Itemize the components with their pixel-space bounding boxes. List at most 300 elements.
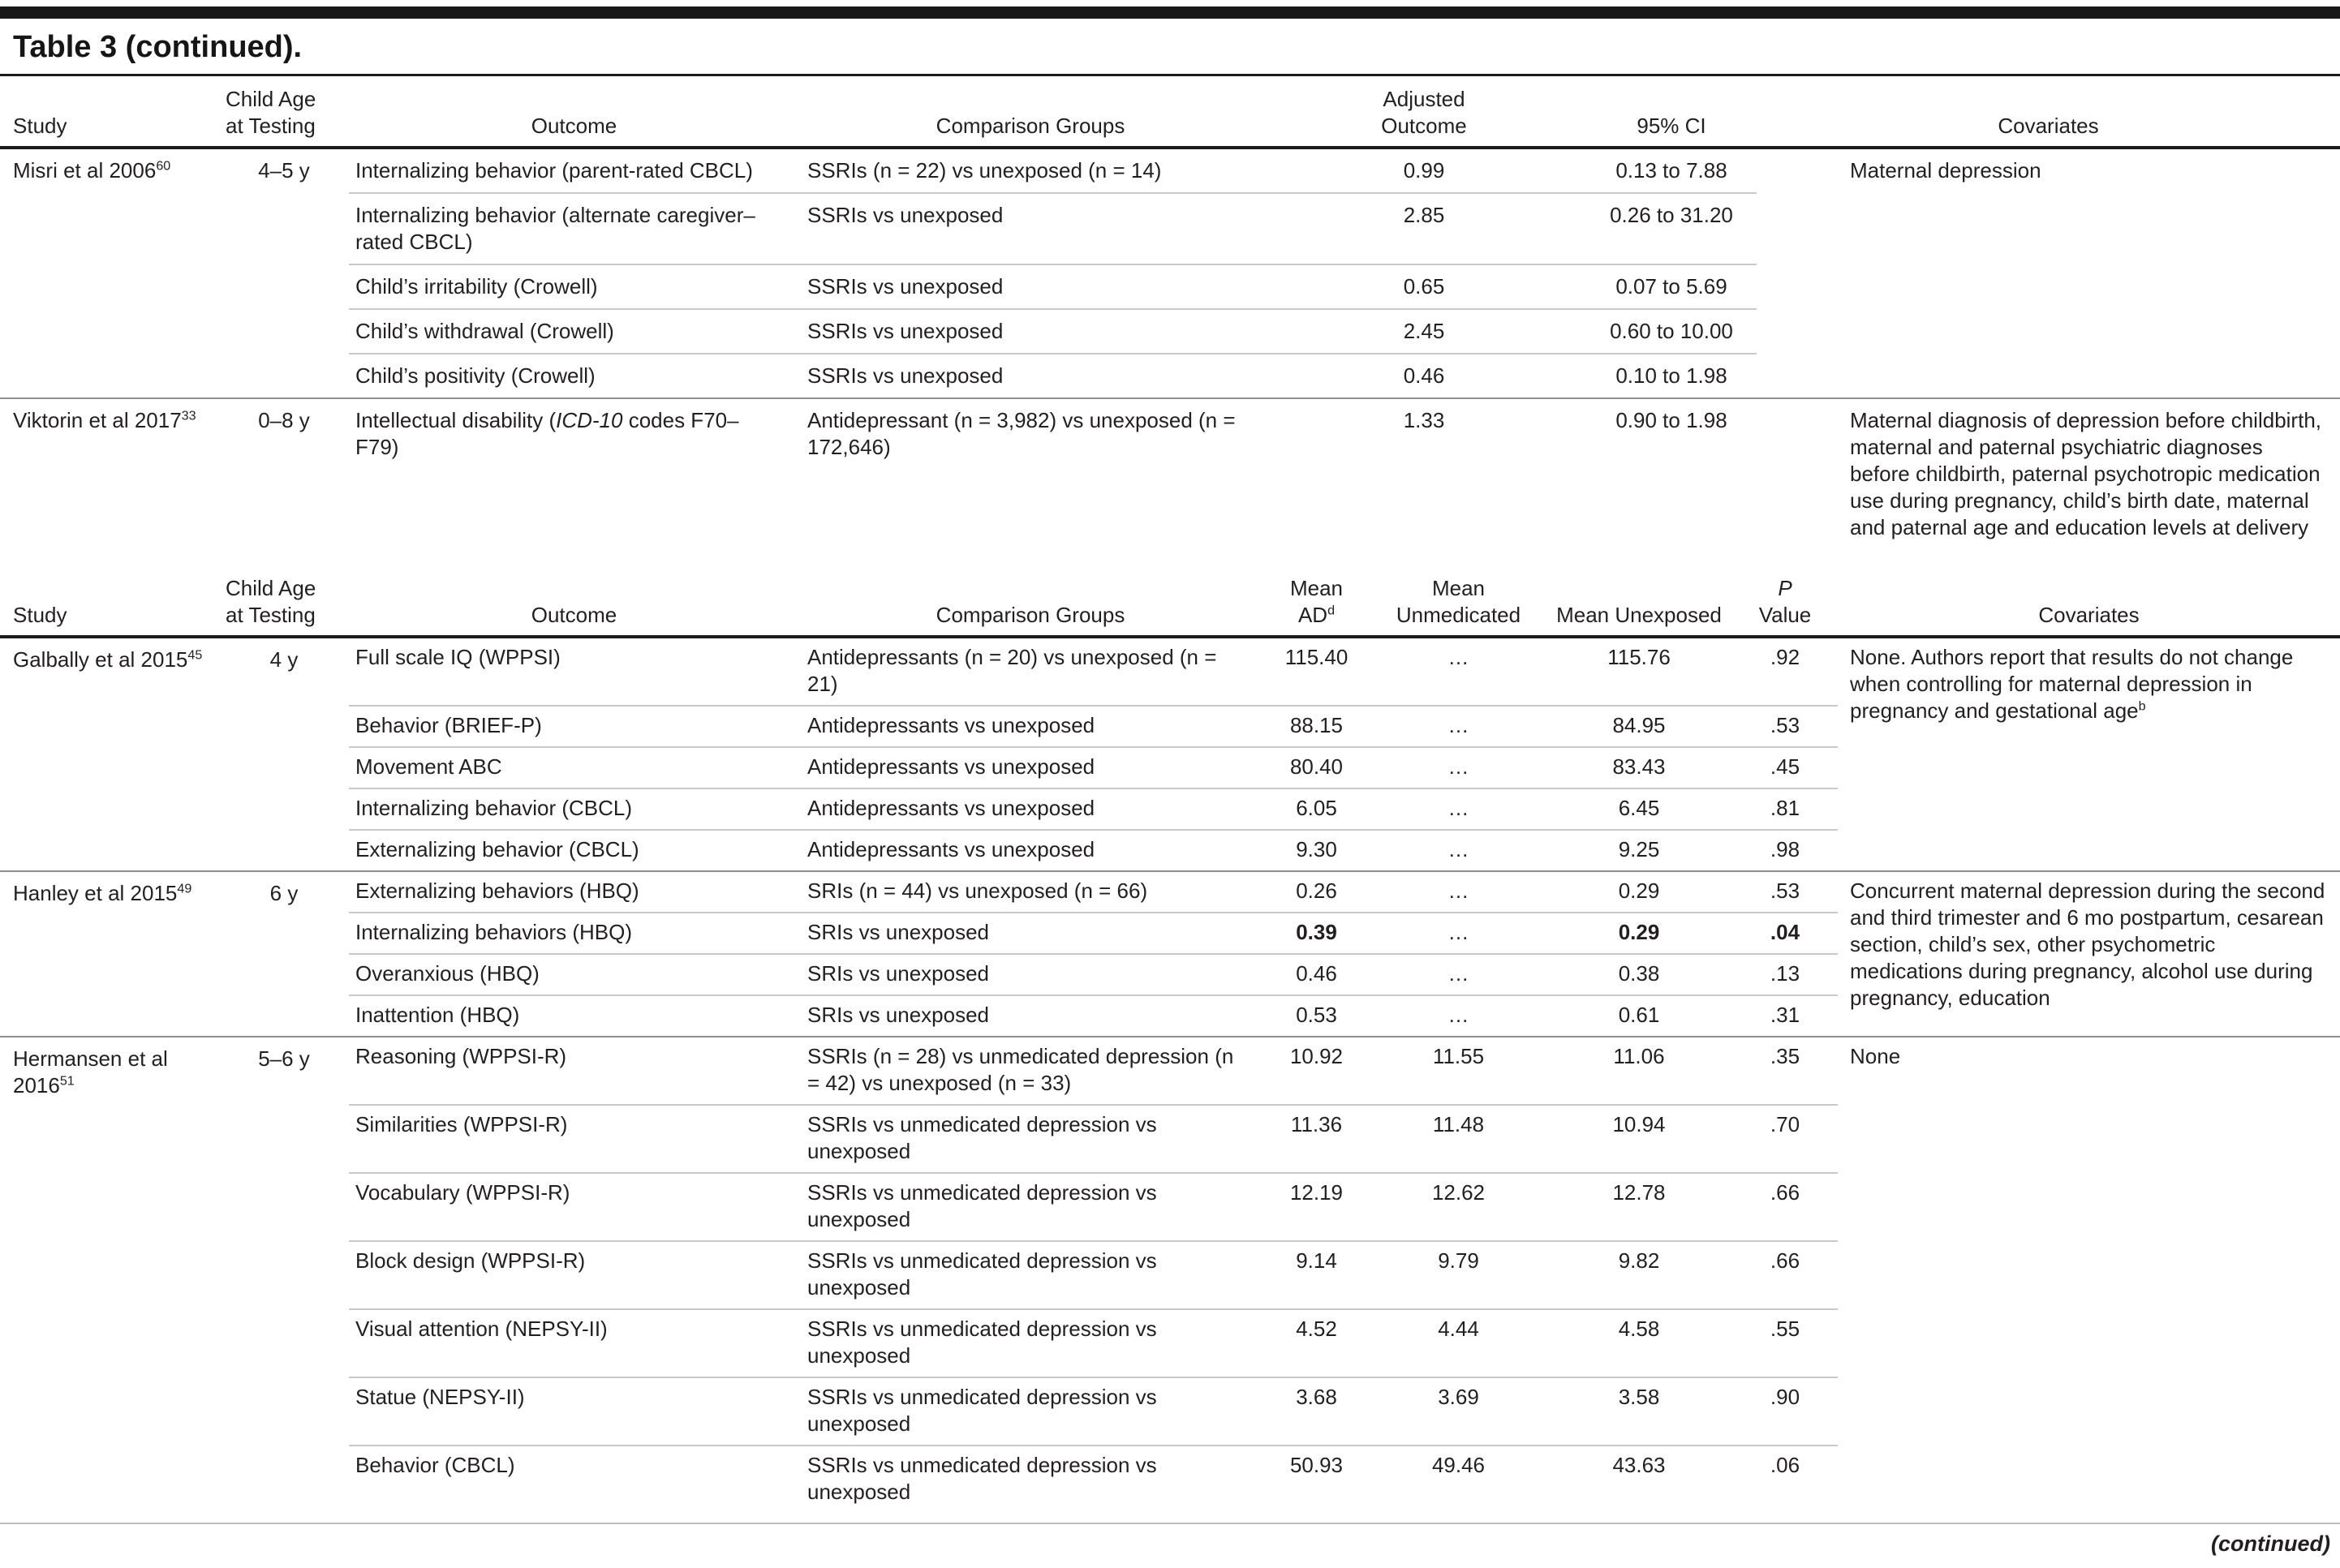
- text-segment: 10.92: [1289, 1044, 1344, 1068]
- text-segment: …: [1447, 961, 1469, 986]
- text-segment: SSRIs vs unmedicated depression vs unexposed: [807, 1317, 1157, 1368]
- value-cell: [1546, 638, 1732, 705]
- column-header: [1757, 113, 2340, 140]
- text-segment: 50.93: [1289, 1453, 1344, 1477]
- text-segment: …: [1447, 920, 1469, 944]
- value-cell: [1586, 149, 1757, 192]
- text-segment: SSRIs vs unmedicated depression vs unexposed: [807, 1453, 1157, 1504]
- text-segment: .66: [1770, 1180, 1800, 1205]
- outcome-cell: [349, 748, 799, 788]
- text-segment: Maternal diagnosis of depression before childbirth, maternal and paternal psychiatric diagnoses before childbirth, paternal psychotropic medication use during pregnancy, child’s birth date, maternal and paternal age and education levels at delivery: [1850, 408, 2322, 539]
- text-segment: .35: [1770, 1044, 1800, 1068]
- covariates-cell: [1838, 638, 2340, 870]
- study-group-row: [0, 397, 2340, 548]
- text-segment: Block design (WPPSI-R): [355, 1248, 586, 1273]
- value-cell: [1586, 354, 1757, 397]
- column-header: [1262, 86, 1586, 140]
- child-age-cell: [219, 872, 349, 1036]
- value-cell: [1732, 1174, 1838, 1240]
- text-segment: Antidepressants (n = 20) vs unexposed (n = 21): [807, 645, 1217, 696]
- text-segment: Overanxious (HBQ): [355, 961, 540, 986]
- value-cell: [1371, 913, 1546, 953]
- study-cell: [0, 399, 219, 548]
- column-header: [349, 602, 799, 629]
- outcome-cell: [349, 913, 799, 953]
- text-segment: SSRIs vs unexposed: [807, 274, 1004, 299]
- value-cell: [1546, 1037, 1732, 1104]
- text-segment: Misri et al 2006: [13, 158, 157, 183]
- table-row: [349, 829, 1838, 870]
- text-segment: 45: [187, 647, 203, 663]
- text-segment: Behavior (BRIEF-P): [355, 713, 542, 737]
- column-header: [799, 113, 1262, 140]
- outcome-cell: [349, 872, 799, 912]
- study-group-row: [0, 149, 2340, 397]
- column-header: [0, 113, 219, 140]
- header-line: [799, 602, 1262, 629]
- text-segment: 95% CI: [1637, 114, 1706, 138]
- outcome-rows: [349, 638, 1838, 870]
- column-header: [1838, 602, 2340, 629]
- header-line: [13, 113, 219, 140]
- header-line: [1838, 602, 2340, 629]
- text-segment: …: [1447, 713, 1469, 737]
- text-segment: Antidepressants vs unexposed: [807, 796, 1095, 820]
- text-segment: 6.45: [1618, 796, 1660, 820]
- value-cell: [1732, 707, 1838, 746]
- text-segment: 12.19: [1289, 1180, 1344, 1205]
- outcome-cell: [349, 707, 799, 746]
- text-segment: Maternal depression: [1850, 158, 2041, 183]
- value-cell: [1262, 265, 1586, 308]
- text-segment: SSRIs vs unmedicated depression vs unexposed: [807, 1180, 1157, 1231]
- value-cell: [1262, 1310, 1371, 1377]
- text-segment: 0.39: [1296, 920, 1337, 944]
- value-cell: [1546, 831, 1732, 870]
- continued-note: (continued): [2211, 1531, 2330, 1556]
- outcome-cell: [349, 310, 799, 353]
- text-segment: SRIs vs unexposed: [807, 1003, 990, 1027]
- text-segment: 4 y: [269, 647, 299, 672]
- comparison-groups-cell: [799, 996, 1262, 1036]
- table-footer: [0, 1523, 2340, 1557]
- text-segment: Behavior (CBCL): [355, 1453, 515, 1477]
- value-cell: [1371, 1037, 1546, 1104]
- value-cell: [1262, 1242, 1371, 1308]
- text-segment: 0.90 to 1.98: [1615, 408, 1727, 432]
- value-cell: [1262, 1106, 1371, 1172]
- table-row: [349, 1240, 1838, 1308]
- upper-table: [0, 76, 2340, 548]
- outcome-rows: [349, 1037, 1838, 1513]
- column-header: [349, 113, 799, 140]
- text-segment: Unmedicated: [1396, 603, 1521, 627]
- table-row: [349, 1377, 1838, 1445]
- value-cell: [1732, 748, 1838, 788]
- comparison-groups-cell: [799, 638, 1262, 705]
- value-cell: [1732, 1037, 1838, 1104]
- text-segment: 49.46: [1431, 1453, 1486, 1477]
- outcome-cell: [349, 955, 799, 994]
- text-segment: 9.25: [1618, 837, 1660, 861]
- value-cell: [1262, 1378, 1371, 1445]
- text-segment: …: [1447, 754, 1469, 779]
- covariates-cell: [1838, 872, 2340, 1036]
- header-line: [1757, 113, 2340, 140]
- table-row: [349, 149, 1757, 192]
- text-segment: Outcome: [531, 114, 617, 138]
- text-segment: at Testing: [226, 603, 316, 627]
- text-segment: Mean: [1431, 576, 1486, 600]
- value-cell: [1371, 872, 1546, 912]
- text-segment: SSRIs (n = 28) vs unmedicated depression (n = 42) vs unexposed (n = 33): [807, 1044, 1234, 1095]
- text-segment: SSRIs vs unmedicated depression vs unexposed: [807, 1248, 1157, 1300]
- value-cell: [1732, 1106, 1838, 1172]
- value-cell: [1262, 1446, 1371, 1513]
- text-segment: SRIs (n = 44) vs unexposed (n = 66): [807, 879, 1148, 903]
- text-segment: 3.69: [1438, 1385, 1479, 1409]
- text-segment: Study: [13, 603, 67, 627]
- outcome-cell: [349, 831, 799, 870]
- value-cell: [1732, 831, 1838, 870]
- table-row: [349, 1445, 1838, 1513]
- table-row: [349, 1104, 1838, 1172]
- value-cell: [1262, 789, 1371, 829]
- text-segment: 5–6 y: [258, 1046, 310, 1071]
- column-header: [219, 575, 349, 629]
- text-segment: 0.61: [1618, 1003, 1660, 1027]
- table-row: [349, 788, 1838, 829]
- text-segment: 0.29: [1618, 879, 1660, 903]
- table-row: [349, 1308, 1838, 1377]
- comparison-groups-cell: [799, 1174, 1262, 1240]
- table-row: [349, 994, 1838, 1036]
- value-cell: [1371, 638, 1546, 705]
- text-segment: Value: [1758, 603, 1812, 627]
- table-title: Table 3 (continued).: [13, 30, 303, 64]
- comparison-groups-cell: [799, 1242, 1262, 1308]
- value-cell: [1732, 1446, 1838, 1513]
- text-segment: 0.99: [1403, 158, 1445, 183]
- text-segment: SSRIs vs unmedicated depression vs unexposed: [807, 1112, 1157, 1163]
- text-segment: Full scale IQ (WPPSI): [355, 645, 561, 669]
- text-segment: 2.45: [1403, 319, 1445, 343]
- child-age-cell: [219, 149, 349, 397]
- text-segment: Adjusted: [1383, 87, 1465, 111]
- text-segment: Mean Unexposed: [1556, 603, 1722, 627]
- text-segment: 0.13 to 7.88: [1615, 158, 1727, 183]
- comparison-groups-cell: [799, 707, 1262, 746]
- value-cell: [1371, 1174, 1546, 1240]
- outcome-cell: [349, 789, 799, 829]
- table-row: [349, 746, 1838, 788]
- text-segment: .04: [1770, 920, 1800, 944]
- text-segment: 0.46: [1403, 363, 1445, 388]
- value-cell: [1546, 1242, 1732, 1308]
- text-segment: Outcome: [531, 603, 617, 627]
- column-header: [1586, 113, 1757, 140]
- value-cell: [1586, 399, 1757, 469]
- text-segment: 0.26: [1296, 879, 1337, 903]
- outcome-cell: [349, 265, 799, 308]
- value-cell: [1262, 1174, 1371, 1240]
- value-cell: [1262, 955, 1371, 994]
- text-segment: Hermansen et al 2016: [13, 1046, 168, 1098]
- value-cell: [1732, 996, 1838, 1036]
- value-cell: [1262, 354, 1586, 397]
- comparison-groups-cell: [799, 399, 1262, 469]
- text-segment: 4–5 y: [258, 158, 310, 183]
- comparison-groups-cell: [799, 1106, 1262, 1172]
- value-cell: [1371, 1446, 1546, 1513]
- text-segment: 4.58: [1618, 1317, 1660, 1341]
- header-line: [1732, 602, 1838, 629]
- text-segment: .66: [1770, 1248, 1800, 1273]
- value-cell: [1546, 872, 1732, 912]
- text-segment: Antidepressant (n = 3,982) vs unexposed (n = 172,646): [807, 408, 1236, 459]
- text-segment: Visual attention (NEPSY-II): [355, 1317, 608, 1341]
- comparison-groups-cell: [799, 1446, 1262, 1513]
- text-segment: .53: [1770, 879, 1800, 903]
- value-cell: [1262, 310, 1586, 353]
- value-cell: [1371, 1242, 1546, 1308]
- value-cell: [1732, 1378, 1838, 1445]
- text-segment: 33: [181, 408, 196, 423]
- outcome-cell: [349, 399, 799, 469]
- table-row: [349, 399, 1757, 469]
- value-cell: [1371, 1106, 1546, 1172]
- value-cell: [1732, 913, 1838, 953]
- text-segment: at Testing: [226, 114, 316, 138]
- column-header-row: [0, 565, 2340, 638]
- value-cell: [1546, 913, 1732, 953]
- text-segment: Antidepressants vs unexposed: [807, 713, 1095, 737]
- header-line: [13, 602, 219, 629]
- comparison-groups-cell: [799, 748, 1262, 788]
- text-segment: 0.07 to 5.69: [1615, 274, 1727, 299]
- outcome-cell: [349, 638, 799, 705]
- outcome-cell: [349, 149, 799, 192]
- text-segment: Intellectual disability (: [355, 408, 557, 432]
- value-cell: [1732, 1242, 1838, 1308]
- outcome-cell: [349, 996, 799, 1036]
- text-segment: Galbally et al 2015: [13, 647, 188, 672]
- text-segment: .06: [1770, 1453, 1800, 1477]
- text-segment: 0.65: [1403, 274, 1445, 299]
- study-cell: [0, 638, 219, 870]
- text-segment: .45: [1770, 754, 1800, 779]
- text-segment: Mean: [1289, 576, 1344, 600]
- text-segment: None. Authors report that results do not change when controlling for maternal depression in pregnancy and gestational age: [1850, 645, 2294, 723]
- value-cell: [1371, 996, 1546, 1036]
- value-cell: [1732, 872, 1838, 912]
- text-segment: 88.15: [1289, 713, 1344, 737]
- text-segment: Child’s positivity (Crowell): [355, 363, 596, 388]
- value-cell: [1371, 955, 1546, 994]
- value-cell: [1371, 789, 1546, 829]
- table-row: [349, 1037, 1838, 1104]
- text-segment: 51: [59, 1073, 75, 1089]
- outcome-cell: [349, 1378, 799, 1445]
- text-segment: 11.06: [1613, 1044, 1665, 1068]
- table-row: [349, 1172, 1838, 1240]
- value-cell: [1262, 748, 1371, 788]
- child-age-cell: [219, 399, 349, 548]
- outcome-cell: [349, 1037, 799, 1104]
- text-segment: SSRIs vs unexposed: [807, 319, 1004, 343]
- text-segment: 11.48: [1432, 1112, 1485, 1136]
- text-segment: .31: [1770, 1003, 1800, 1027]
- text-segment: 0.29: [1618, 920, 1660, 944]
- comparison-groups-cell: [799, 831, 1262, 870]
- text-segment: …: [1447, 1003, 1469, 1027]
- comparison-groups-cell: [799, 310, 1262, 353]
- column-header-row: [0, 76, 2340, 149]
- table-row: [349, 705, 1838, 746]
- value-cell: [1262, 707, 1371, 746]
- text-segment: 3.68: [1296, 1385, 1337, 1409]
- value-cell: [1546, 707, 1732, 746]
- text-segment: Antidepressants vs unexposed: [807, 754, 1095, 779]
- text-segment: Child Age: [226, 576, 316, 600]
- comparison-groups-cell: [799, 1037, 1262, 1104]
- text-segment: 9.30: [1296, 837, 1337, 861]
- child-age-cell: [219, 1037, 349, 1513]
- outcome-cell: [349, 1242, 799, 1308]
- text-segment: 84.95: [1612, 713, 1666, 737]
- text-segment: Comparison Groups: [936, 114, 1125, 138]
- text-segment: Comparison Groups: [936, 603, 1125, 627]
- comparison-groups-cell: [799, 354, 1262, 397]
- header-line: [226, 602, 349, 629]
- comparison-groups-cell: [799, 1310, 1262, 1377]
- column-header: [1732, 575, 1838, 629]
- header-line: [226, 575, 349, 602]
- study-group-row: [0, 1036, 2340, 1513]
- text-segment: Internalizing behavior (parent-rated CBCL): [355, 158, 753, 183]
- text-segment: 11.55: [1432, 1044, 1485, 1068]
- table-row: [349, 953, 1838, 994]
- text-segment: 60: [156, 158, 171, 174]
- text-segment: .53: [1770, 713, 1800, 737]
- comparison-groups-cell: [799, 149, 1262, 192]
- page: [0, 6, 2340, 1557]
- text-segment: 0.10 to 1.98: [1615, 363, 1727, 388]
- text-segment: codes F70–F79): [355, 408, 739, 459]
- header-line: [1732, 575, 1838, 602]
- value-cell: [1546, 955, 1732, 994]
- value-cell: [1586, 194, 1757, 264]
- value-cell: [1262, 872, 1371, 912]
- text-segment: SSRIs vs unexposed: [807, 363, 1004, 388]
- table-row: [349, 353, 1757, 397]
- text-segment: 4.52: [1296, 1317, 1337, 1341]
- text-segment: SRIs vs unexposed: [807, 920, 990, 944]
- header-line: [1262, 113, 1586, 140]
- table-row: [349, 912, 1838, 953]
- text-segment: SSRIs vs unexposed: [807, 203, 1004, 227]
- text-segment: Viktorin et al 2017: [13, 408, 182, 432]
- text-segment: .81: [1770, 796, 1800, 820]
- header-line: [226, 113, 349, 140]
- text-segment: 3.58: [1618, 1385, 1660, 1409]
- lower-table: [0, 565, 2340, 1513]
- study-cell: [0, 1037, 219, 1513]
- outcome-rows: [349, 149, 1757, 397]
- table-row: [349, 872, 1838, 912]
- text-segment: Movement ABC: [355, 754, 502, 779]
- text-segment: .55: [1770, 1317, 1800, 1341]
- text-segment: 11.36: [1290, 1112, 1343, 1136]
- text-segment: Child Age: [226, 87, 316, 111]
- text-segment: 0.60 to 10.00: [1610, 319, 1733, 343]
- child-age-cell: [219, 638, 349, 870]
- header-line: [799, 113, 1262, 140]
- column-header: [219, 86, 349, 140]
- text-segment: 6 y: [269, 881, 299, 905]
- study-cell: [0, 872, 219, 1036]
- text-segment: Externalizing behavior (CBCL): [355, 837, 639, 861]
- value-cell: [1732, 638, 1838, 705]
- value-cell: [1546, 1378, 1732, 1445]
- text-segment: 43.63: [1612, 1453, 1666, 1477]
- text-segment: SSRIs (n = 22) vs unexposed (n = 14): [807, 158, 1162, 183]
- text-segment: d: [1327, 603, 1336, 618]
- value-cell: [1546, 748, 1732, 788]
- text-segment: 9.79: [1438, 1248, 1479, 1273]
- text-segment: 49: [177, 881, 192, 896]
- header-line: [1546, 602, 1732, 629]
- text-segment: Statue (NEPSY-II): [355, 1385, 525, 1409]
- text-segment: 6.05: [1296, 796, 1337, 820]
- outcome-rows: [349, 872, 1838, 1036]
- comparison-groups-cell: [799, 872, 1262, 912]
- value-cell: [1546, 1446, 1732, 1513]
- header-line: [349, 113, 799, 140]
- text-segment: 115.40: [1284, 645, 1349, 669]
- text-segment: Outcome: [1381, 114, 1467, 138]
- value-cell: [1546, 1174, 1732, 1240]
- value-cell: [1262, 399, 1586, 469]
- text-segment: 0.26 to 31.20: [1610, 203, 1733, 227]
- text-segment: Concurrent maternal depression during the second and third trimester and 6 mo postpartum, cesarean section, child’s sex, other psychometric medications during pregnancy, alcohol use during pregnancy, education: [1850, 879, 2325, 1010]
- table-row: [349, 638, 1838, 705]
- value-cell: [1371, 1310, 1546, 1377]
- value-cell: [1371, 1378, 1546, 1445]
- value-cell: [1586, 265, 1757, 308]
- value-cell: [1371, 831, 1546, 870]
- text-segment: …: [1447, 879, 1469, 903]
- value-cell: [1586, 310, 1757, 353]
- value-cell: [1546, 789, 1732, 829]
- text-segment: .90: [1770, 1385, 1800, 1409]
- value-cell: [1262, 913, 1371, 953]
- outcome-cell: [349, 1106, 799, 1172]
- text-segment: P: [1778, 576, 1792, 600]
- comparison-groups-cell: [799, 265, 1262, 308]
- text-segment: 0.53: [1296, 1003, 1337, 1027]
- column-header: [799, 602, 1262, 629]
- text-segment: 115.76: [1607, 645, 1671, 669]
- value-cell: [1371, 707, 1546, 746]
- text-segment: Internalizing behavior (alternate caregiver–rated CBCL): [355, 203, 755, 254]
- text-segment: Child’s irritability (Crowell): [355, 274, 598, 299]
- text-segment: 1.33: [1403, 408, 1445, 432]
- table-row: [349, 192, 1757, 264]
- covariates-cell: [1757, 149, 2340, 397]
- text-segment: 4.44: [1438, 1317, 1479, 1341]
- text-segment: 0.46: [1296, 961, 1337, 986]
